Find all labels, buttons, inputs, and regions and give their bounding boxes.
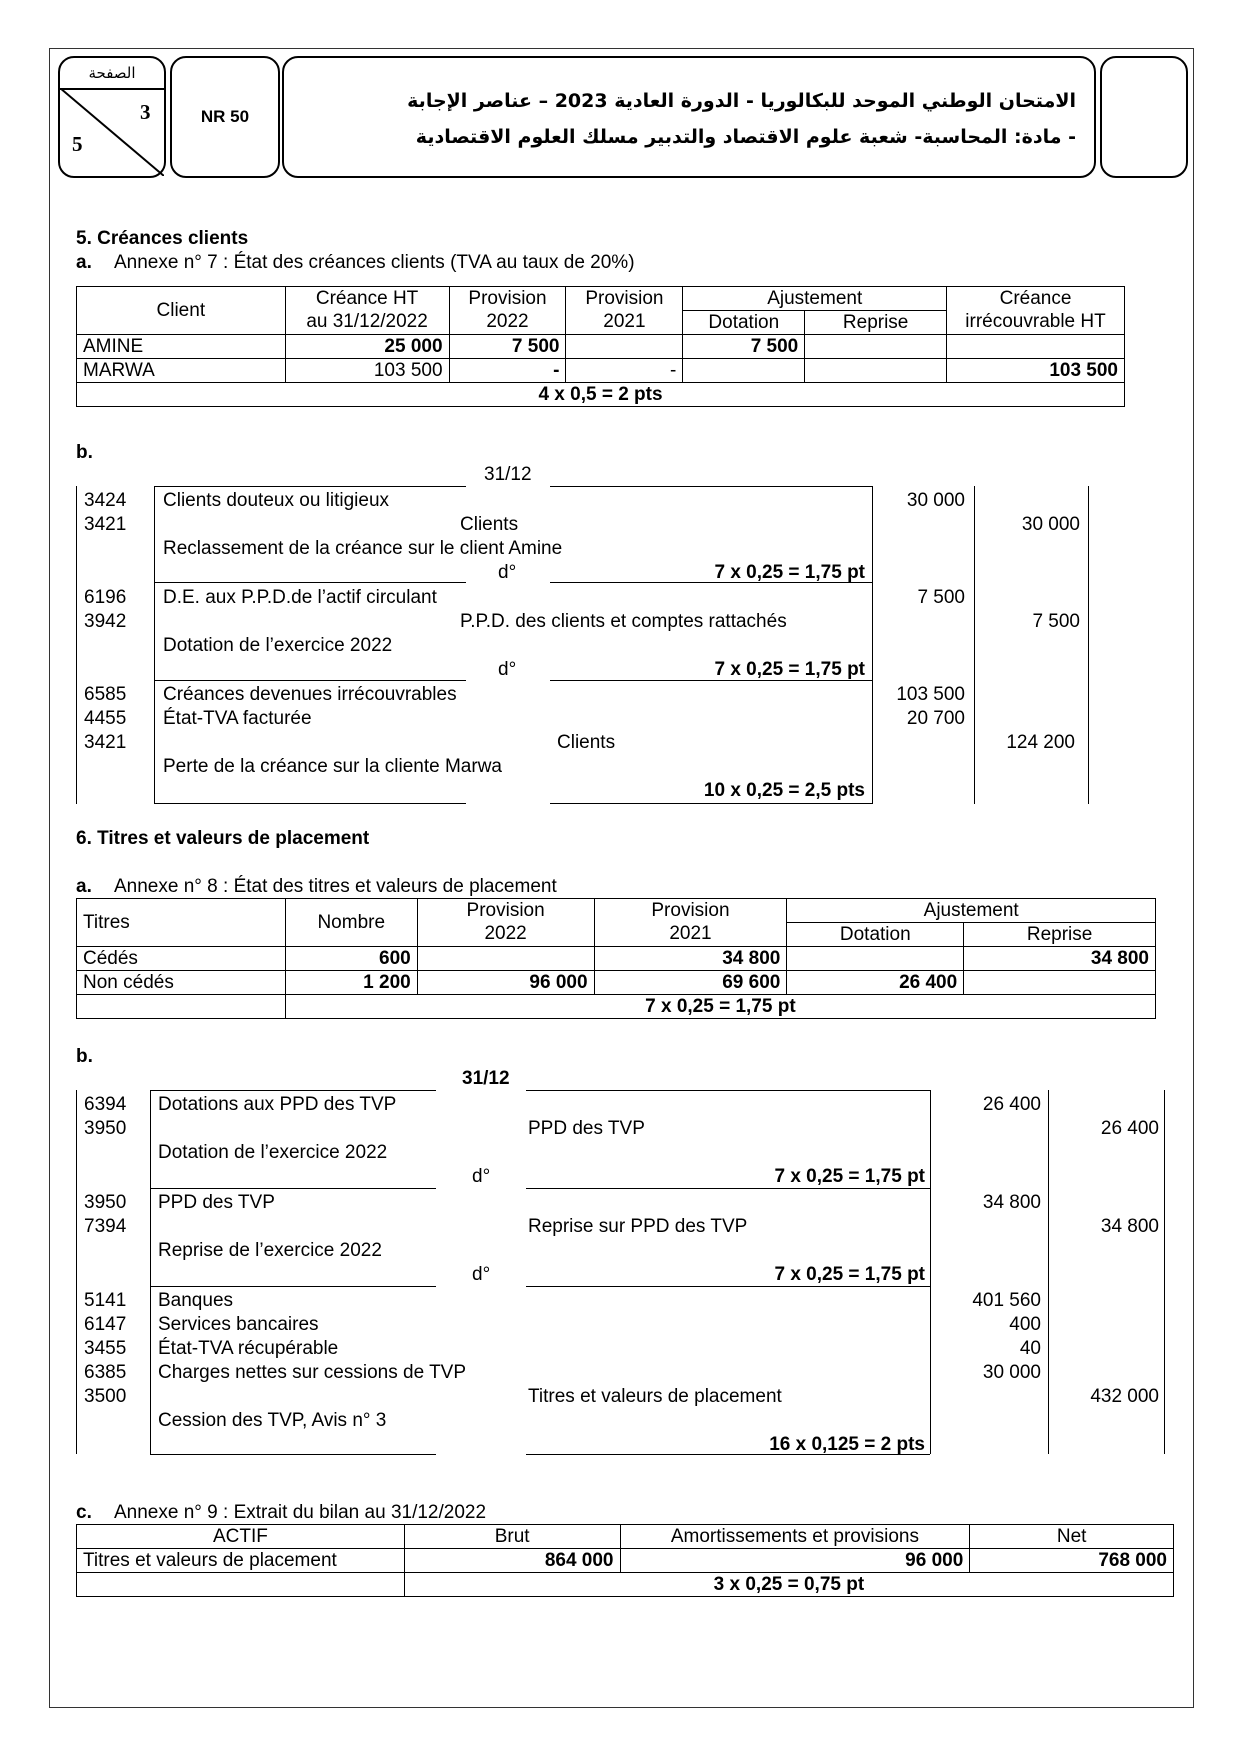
account-label: État-TVA facturée	[163, 708, 312, 729]
col-amort: Amortissements et provisions	[620, 1525, 970, 1549]
col-prov21-year: 2021	[594, 923, 787, 947]
title-box	[282, 56, 1096, 178]
debit: 34 800	[982, 1192, 1041, 1213]
account-label: Services bancaires	[158, 1314, 319, 1335]
cell-brut: 864 000	[404, 1549, 620, 1573]
cell-dotation: 7 500	[683, 335, 805, 359]
table-row	[77, 971, 1156, 995]
account-code: 3950	[84, 1118, 127, 1139]
cell-creance: 25 000	[285, 335, 449, 359]
cell-dotation: 26 400	[787, 971, 964, 995]
ditto: d°	[498, 659, 517, 680]
s5-a-num: a.	[76, 252, 92, 273]
cell-reprise	[805, 359, 947, 383]
tvp-table	[76, 898, 1156, 1019]
account-code: 3942	[84, 611, 127, 632]
table-row	[77, 1549, 1174, 1573]
col-creance-date: au 31/12/2022	[285, 311, 449, 335]
section-5-title: 5. Créances clients	[76, 228, 249, 249]
score: 7 x 0,25 = 1,75 pt	[714, 562, 865, 583]
score: 16 x 0,125 = 2 pts	[769, 1434, 925, 1455]
ditto: d°	[498, 562, 517, 583]
cell-reprise: 34 800	[964, 947, 1156, 971]
score: 7 x 0,25 = 1,75 pt	[285, 995, 1155, 1019]
credit: 30 000	[1021, 514, 1080, 535]
journal-date: 31/12	[462, 1068, 510, 1089]
s6-a-title: Annexe n° 8 : État des titres et valeurs de placement	[114, 876, 557, 897]
col-prov22: Provision	[417, 899, 594, 923]
col-dotation: Dotation	[683, 311, 805, 335]
account-code: 7394	[84, 1216, 127, 1237]
col-prov21: Provision	[566, 287, 683, 311]
col-titres: Titres	[77, 899, 286, 947]
exam-title-line2: - مادة: المحاسبة- شعبة علوم الاقتصاد والتدبير مسلك العلوم الاقتصادية	[415, 126, 1076, 148]
col-net: Net	[970, 1525, 1174, 1549]
code-box	[170, 56, 280, 178]
page-number: 3	[140, 100, 151, 124]
cell-amort: 96 000	[620, 1549, 970, 1573]
libelle: Dotation de l’exercice 2022	[158, 1142, 388, 1163]
col-prov22-year: 2022	[449, 311, 566, 335]
credit: 124 200	[1006, 732, 1075, 753]
bilan-table	[76, 1524, 1174, 1597]
account-code: 6394	[84, 1094, 127, 1115]
cell-nombre: 1 200	[285, 971, 417, 995]
cell-irr: 103 500	[947, 359, 1125, 383]
account-label: Clients douteux ou litigieux	[163, 490, 390, 511]
account-code: 6585	[84, 684, 127, 705]
debit: 401 560	[972, 1290, 1041, 1311]
debit: 7 500	[917, 587, 965, 608]
debit: 30 000	[906, 490, 965, 511]
table-row	[77, 335, 1125, 359]
page-label-bar	[60, 58, 164, 90]
col-irr-ht: irrécouvrable HT	[947, 311, 1125, 335]
s5-a-title: Annexe n° 7 : État des créances clients (TVA au taux de 20%)	[114, 252, 635, 273]
col-prov21: Provision	[594, 899, 787, 923]
debit: 30 000	[982, 1362, 1041, 1383]
debit: 400	[1009, 1314, 1041, 1335]
col-dotation: Dotation	[787, 923, 964, 947]
score: 7 x 0,25 = 1,75 pt	[774, 1166, 925, 1187]
col-creance: Créance HT	[285, 287, 449, 311]
account-label: D.E. aux P.P.D.de l’actif circulant	[163, 587, 437, 608]
account-label: Dotations aux PPD des TVP	[158, 1094, 397, 1115]
cell-dotation	[787, 947, 964, 971]
s6-a-num: a.	[76, 876, 92, 897]
col-reprise: Reprise	[964, 923, 1156, 947]
cell-prov22: 96 000	[417, 971, 594, 995]
creances-table	[76, 286, 1125, 407]
account-label: Clients	[460, 514, 519, 535]
account-label: PPD des TVP	[528, 1118, 645, 1139]
page-number-box	[58, 56, 166, 178]
cell-nombre: 600	[285, 947, 417, 971]
col-actif: ACTIF	[77, 1525, 405, 1549]
page-total: 5	[72, 132, 83, 156]
credit: 7 500	[1032, 611, 1080, 632]
cell-titres: Non cédés	[77, 971, 286, 995]
cell-dotation	[683, 359, 805, 383]
cell-client: AMINE	[77, 335, 286, 359]
debit: 103 500	[896, 684, 965, 705]
cell-prov22: 7 500	[449, 335, 566, 359]
col-nombre: Nombre	[285, 899, 417, 947]
debit: 20 700	[906, 708, 965, 729]
col-ajustement: Ajustement	[787, 899, 1156, 923]
score: 7 x 0,25 = 1,75 pt	[774, 1264, 925, 1285]
cell-net: 768 000	[970, 1549, 1174, 1573]
cell-client: MARWA	[77, 359, 286, 383]
libelle: Cession des TVP, Avis n° 3	[158, 1410, 387, 1431]
account-label: Clients	[557, 732, 616, 753]
account-label: P.P.D. des clients et comptes rattachés	[460, 611, 787, 632]
col-prov22-year: 2022	[417, 923, 594, 947]
col-ajustement: Ajustement	[683, 287, 947, 311]
account-label: Créances devenues irrécouvrables	[163, 684, 457, 705]
ditto: d°	[472, 1264, 491, 1285]
cell-prov21: 69 600	[594, 971, 787, 995]
score: 10 x 0,25 = 2,5 pts	[703, 780, 865, 801]
libelle: Reprise de l’exercice 2022	[158, 1240, 382, 1261]
cell-titres: Cédés	[77, 947, 286, 971]
credit: 432 000	[1090, 1386, 1159, 1407]
col-brut: Brut	[404, 1525, 620, 1549]
credit: 26 400	[1100, 1118, 1159, 1139]
ditto: d°	[472, 1166, 491, 1187]
account-code: 3421	[84, 732, 127, 753]
libelle: Reclassement de la créance sur le client Amine	[163, 538, 563, 559]
score: 7 x 0,25 = 1,75 pt	[714, 659, 865, 680]
col-reprise: Reprise	[805, 311, 947, 335]
cell-reprise	[805, 335, 947, 359]
account-label: Titres et valeurs de placement	[528, 1386, 782, 1407]
debit: 40	[1019, 1338, 1041, 1359]
account-label: Charges nettes sur cessions de TVP	[158, 1362, 467, 1383]
col-irr: Créance	[947, 287, 1125, 311]
s6-c-num: c.	[76, 1502, 92, 1523]
credit: 34 800	[1100, 1216, 1159, 1237]
cell-prov21: 34 800	[594, 947, 787, 971]
account-label: Reprise sur PPD des TVP	[528, 1216, 748, 1237]
exam-title-line1: الامتحان الوطني الموحد للبكالوريا - الدورة العادية 2023 – عناصر الإجابة	[407, 90, 1076, 112]
cell-irr	[947, 335, 1125, 359]
account-code: 4455	[84, 708, 127, 729]
cell-prov21: -	[566, 359, 683, 383]
account-code: 3950	[84, 1192, 127, 1213]
account-code: 6385	[84, 1362, 127, 1383]
account-code: 3500	[84, 1386, 127, 1407]
page-label: الصفحة	[88, 64, 136, 82]
s6-c-title: Annexe n° 9 : Extrait du bilan au 31/12/2022	[114, 1502, 487, 1523]
account-code: 3424	[84, 490, 127, 511]
score: 4 x 0,5 = 2 pts	[77, 383, 1125, 407]
libelle: Perte de la créance sur la cliente Marwa	[163, 756, 502, 777]
table-row	[77, 359, 1125, 383]
account-code: 6147	[84, 1314, 127, 1335]
section-6-title: 6. Titres et valeurs de placement	[76, 828, 370, 849]
account-code: 3421	[84, 514, 127, 535]
debit: 26 400	[982, 1094, 1041, 1115]
journal-date: 31/12	[484, 464, 532, 485]
cell-reprise	[964, 971, 1156, 995]
cell-prov22: -	[449, 359, 566, 383]
exam-code: NR 50	[200, 107, 250, 126]
account-label: Banques	[158, 1290, 234, 1311]
col-client: Client	[77, 287, 286, 335]
cell-prov22	[417, 947, 594, 971]
cell-creance: 103 500	[285, 359, 449, 383]
libelle: Dotation de l’exercice 2022	[163, 635, 393, 656]
account-label: État-TVA récupérable	[158, 1338, 339, 1359]
s5-b-num: b.	[76, 442, 93, 463]
col-prov21-year: 2021	[566, 311, 683, 335]
s6-b-num: b.	[76, 1046, 93, 1067]
account-code: 6196	[84, 587, 127, 608]
account-code: 5141	[84, 1290, 127, 1311]
account-code: 3455	[84, 1338, 127, 1359]
cell-prov21	[566, 335, 683, 359]
blank-box	[1100, 56, 1188, 178]
col-prov22: Provision	[449, 287, 566, 311]
account-label: PPD des TVP	[158, 1192, 275, 1213]
table-row	[77, 947, 1156, 971]
cell-label: Titres et valeurs de placement	[77, 1549, 405, 1573]
score: 3 x 0,25 = 0,75 pt	[404, 1573, 1173, 1597]
